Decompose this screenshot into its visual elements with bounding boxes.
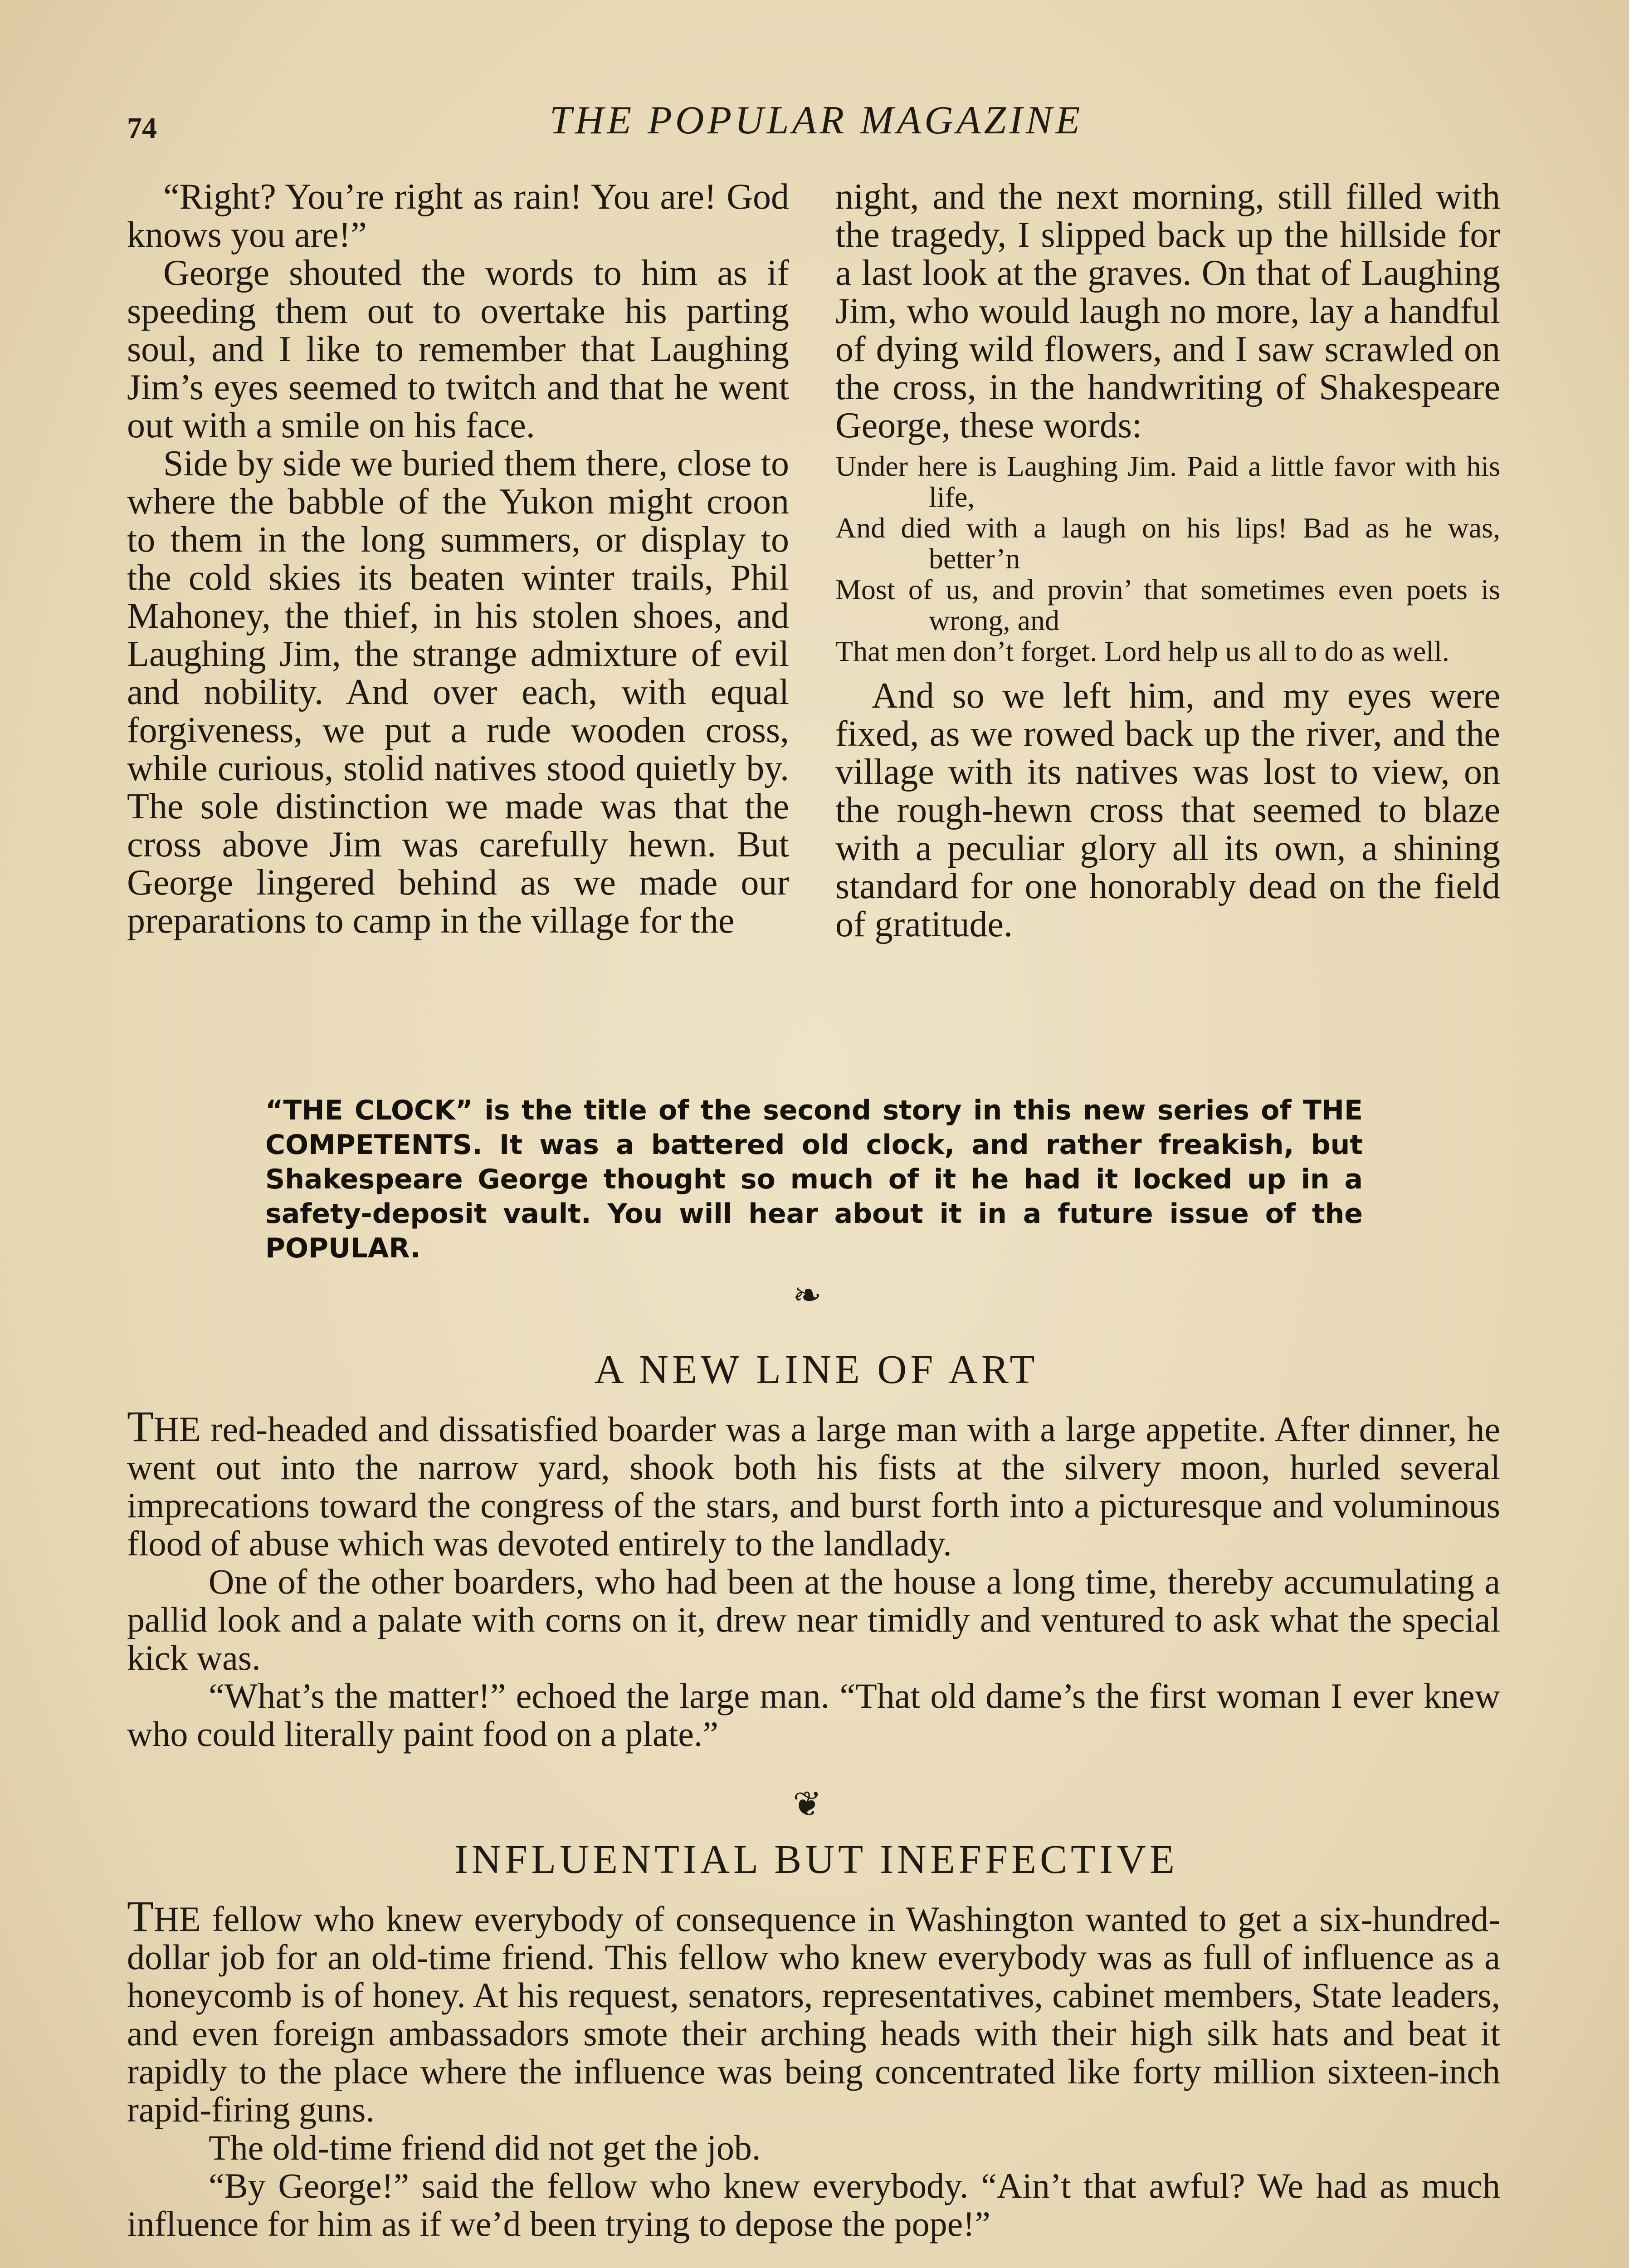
paragraph (127, 1402, 1500, 1563)
drop-cap: T (127, 1892, 154, 1941)
next-story-promo: “THE CLOCK” is the title of the second story in this new series of THE COMPETENTS. It was a battered old clock, and rather freakish, but Shakespeare George thought so much of it he had it locked up in a safety-deposit vault. You will hear about it in a future issue of the POPULAR. (265, 1095, 1363, 1264)
poem-line: And died with a laugh on his lips! Bad as he was, better’n (835, 512, 1500, 575)
paragraph: “What’s the matter!” echoed the large man. “That old dame’s the first woman I ever knew who could literally paint food on a plate.” (127, 1676, 1500, 1754)
poem-line: That men don’t forget. Lord help us all to do as well. (835, 635, 1449, 667)
fleuron-ornament-icon: ❧ (793, 1276, 822, 1315)
paragraph: The old-time friend did not get the job. (209, 2128, 761, 2167)
poem-line: Most of us, and provin’ that sometimes even poets is wrong, and (835, 573, 1500, 636)
paragraph (127, 1892, 1500, 2129)
section-body (127, 1892, 1500, 2244)
section-title: INFLUENTIAL BUT INEFFECTIVE (454, 1837, 1178, 1882)
epitaph-poem (835, 451, 1500, 667)
running-head: THE POPULAR MAGAZINE (549, 98, 1083, 142)
paragraph-text: HE red-headed and dissatisfied boarder was a large man with a large appetite. After dinner, he went out into the narrow yard, shook both his fists at the silvery moon, hurled several imprecations toward the congress of the stars, and burst forth into a picturesque and voluminous flood of abuse which was devoted entirely to the landlady. (127, 1409, 1500, 1563)
paragraph-text: HE fellow who knew everybody of consequence in Washington wanted to get a six-hundred-dollar job for an old-time friend. This fellow who knew everybody was as full of influence as a honeycomb is of honey. At his request, senators, representatives, cabinet members, State leaders, and even foreign ambassadors smote their arching heads with their high silk hats and beat it rapidly to the place where the influence was being concentrated like forty million sixteen-inch rapid-firing guns. (127, 1899, 1500, 2129)
paragraph: George shouted the words to him as if speeding them out to overtake his parting soul, and I like to remember that Laughing Jim’s eyes seemed to twitch and that he went out with a smile on his face. (127, 253, 789, 445)
paragraph: “By George!” said the fellow who knew everybody. “Ain’t that awful? We had as much influence for him as if we’d been trying to depose the pope!” (127, 2166, 1500, 2244)
fleuron-ornament-icon: ❦ (793, 1785, 822, 1823)
section-title: A NEW LINE OF ART (594, 1347, 1039, 1392)
drop-cap: T (127, 1402, 154, 1451)
paragraph: One of the other boarders, who had been at the house a long time, thereby accumulating a pallid look and a palate with corns on it, drew near timidly and ventured to ask what the special kick was. (127, 1562, 1500, 1677)
paragraph: “Right? You’re right as rain! You are! God knows you are!” (127, 177, 789, 255)
right-column (835, 178, 1500, 943)
page-header (127, 98, 1506, 152)
paragraph: And so we left him, and my eyes were fixed, as we rowed back up the river, and the village with its natives was lost to view, on the rough-hewn cross that seemed to blaze with a peculiar glory all its own, a shining standard for one honorably dead on the field of gratitude. (835, 676, 1500, 944)
poem-line: Under here is Laughing Jim. Paid a little favor with his life, (835, 450, 1500, 513)
section-body (127, 1402, 1500, 1754)
paragraph: Side by side we buried them there, close to where the babble of the Yukon might croon to them in the long summers, or display to the cold skies its beaten winter trails, Phil Mahoney, the thief, in his stolen shoes, and Laughing Jim, the strange admixture of evil and nobility. And over each, with equal forgiveness, we put a rude wooden cross, while curious, stolid natives stood quietly by. The sole distinction we made was that the cross above Jim was carefully hewn. But George lingered behind as we made our preparations to camp in the village for the (127, 444, 789, 941)
page-number: 74 (127, 112, 157, 145)
left-column (127, 178, 789, 940)
paragraph-continued: night, and the next morning, still filled with the tragedy, I slipped back up the hillside for a last look at the graves. On that of Laughing Jim, who would laugh no more, lay a handful of dying wild flowers, and I saw scrawled on the cross, in the handwriting of Shakespeare George, these words: (835, 177, 1500, 445)
